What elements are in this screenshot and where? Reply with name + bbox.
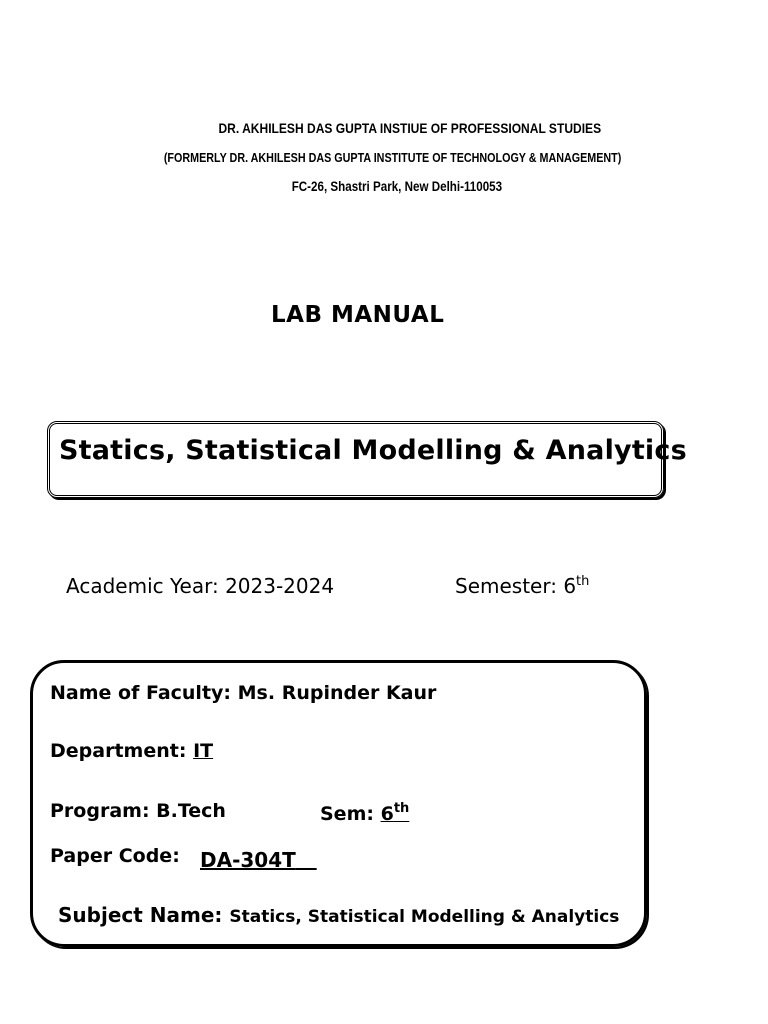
department-label: Department: <box>50 740 187 762</box>
sem-row <box>320 801 409 825</box>
paper-code-value <box>200 848 317 872</box>
sem-number: 6 <box>380 803 394 825</box>
institute-name: DR. AKHILESH DAS GUPTA INSTIUE OF PROFESSIONAL STUDIES <box>218 120 602 136</box>
paper-code-label: Paper Code: <box>50 845 180 867</box>
semester <box>455 574 589 598</box>
paper-code-row <box>50 845 180 867</box>
semester-suffix: th <box>576 574 590 589</box>
department-row <box>50 740 213 762</box>
department-value: IT <box>193 740 214 762</box>
institute-former-name: (FORMERLY DR. AKHILESH DAS GUPTA INSTITUTE OF TECHNOLOGY & MANAGEMENT) <box>163 151 622 165</box>
academic-year <box>66 574 334 598</box>
faculty-label: Name of Faculty: <box>50 682 232 704</box>
sem-suffix: th <box>393 801 410 816</box>
subject-name-label: Subject Name: <box>58 903 223 927</box>
program-row <box>50 800 226 822</box>
faculty-value: Ms. Rupinder Kaur <box>237 682 437 704</box>
sem-label: Sem: <box>320 803 374 825</box>
paper-code-text: DA-304T <box>200 848 296 872</box>
subject-title: Statics, Statistical Modelling & Analytics <box>59 435 687 466</box>
document-heading: LAB MANUAL <box>271 302 445 328</box>
academic-year-label: Academic Year: 2023-2024 <box>66 574 335 598</box>
subject-name-row <box>58 903 619 927</box>
program-label: Program: B.Tech <box>50 800 226 822</box>
sem-value <box>381 803 410 825</box>
institute-address: FC-26, Shastri Park, New Delhi-110053 <box>291 179 503 194</box>
semester-label: Semester: 6 <box>455 574 577 598</box>
faculty-row <box>50 682 436 704</box>
subject-name-value: Statics, Statistical Modelling & Analytics <box>229 907 620 927</box>
